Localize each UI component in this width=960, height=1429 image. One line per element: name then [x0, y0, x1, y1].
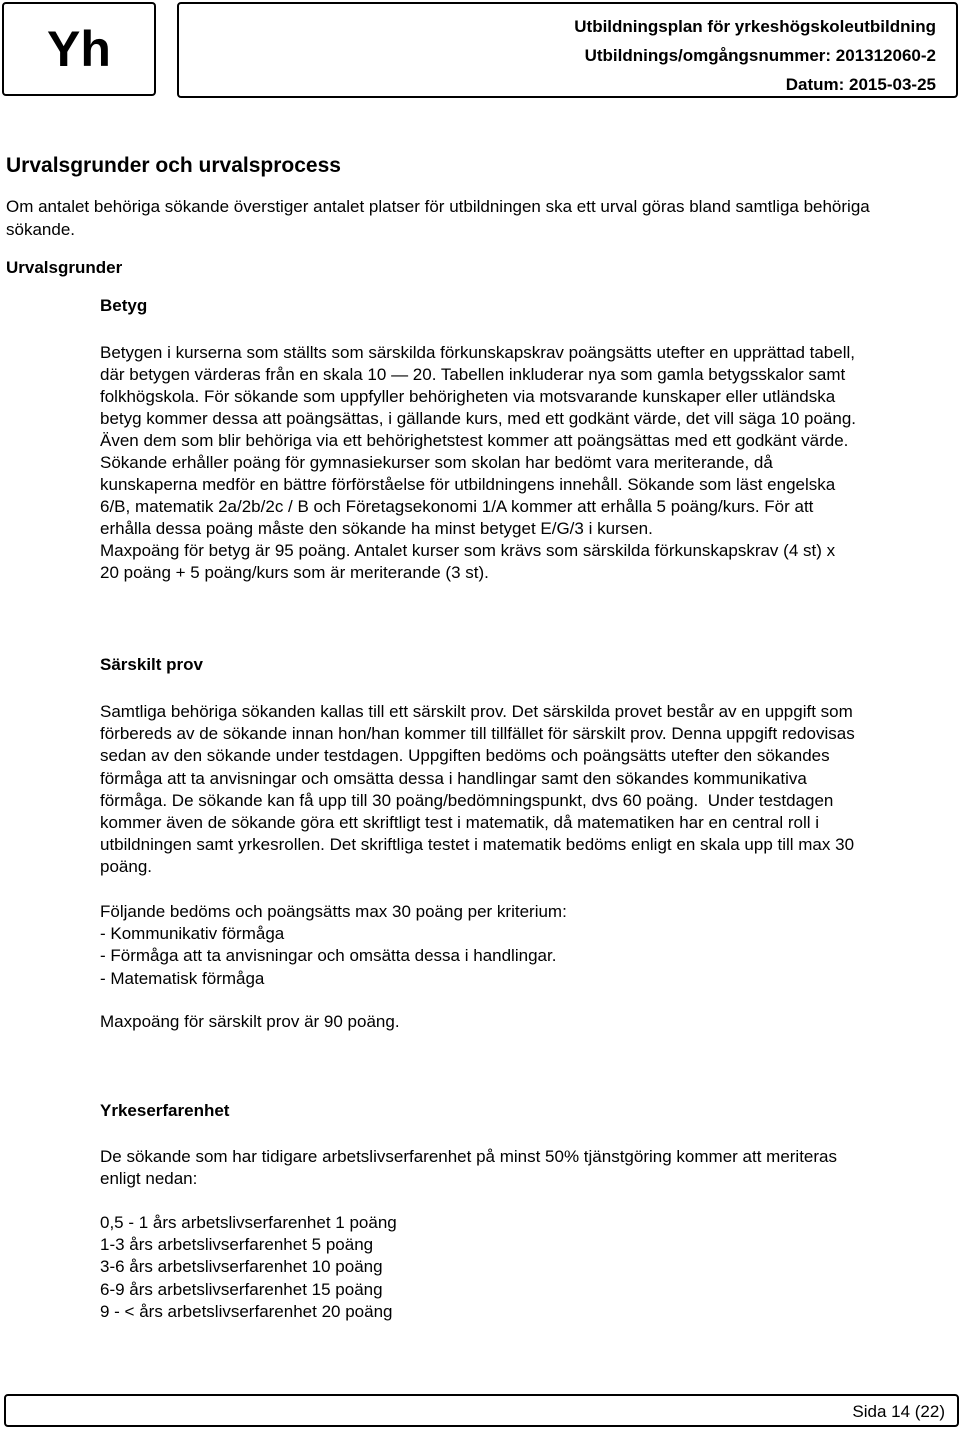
betyg-heading: Betyg: [100, 296, 148, 315]
experience-scale-list: [100, 1212, 958, 1323]
betyg-paragraph: [100, 342, 958, 584]
header-date: Datum: 2015-03-25: [785, 75, 936, 94]
list-item: - Förmåga att ta anvisningar och omsätta dessa i handlingar.: [100, 946, 557, 966]
text-line: Sökande erhåller poäng för gymnasiekurser som skolan har bedömt vara meriterande, då: [100, 453, 773, 472]
text-line: förmåga att ta anvisningar och omsätta dessa i handlingar samt den sökandes kommunikativa: [100, 768, 807, 788]
section-intro: Om antalet behöriga sökande överstiger antalet platser för utbildningen ska ett urval göras bland samtliga behöriga sökande.: [6, 197, 870, 239]
document-header: [177, 2, 958, 98]
text-line: Samtliga behöriga sökanden kallas till ett särskilt prov. Det särskilda provet består av en uppgift som: [100, 702, 853, 721]
text-line: folkhögskola. För sökande som uppfyller behörigheten via motsvarande kunskaper eller utländska: [100, 387, 836, 406]
list-item: - Matematisk förmåga: [100, 968, 265, 988]
text-line: erhålla dessa poäng måste den sökande ha minst betyget E/G/3 i kursen.: [100, 519, 653, 538]
text-line: enligt nedan:: [100, 1169, 198, 1189]
yrkeserfarenhet-paragraph: [100, 1146, 958, 1190]
sarskilt-prov-paragraph: [100, 701, 958, 879]
text-line: 6/B, matematik 2a/2b/2c / B och Företagsekonomi 1/A kommer att erhålla 5 poäng/kurs. För att: [100, 497, 814, 516]
text-line: kunskaperna medför en bättre förförståelse för utbildningens innehåll. Sökande som läst engelska: [100, 475, 836, 494]
list-item: 0,5 - 1 års arbetslivserfarenhet 1 poäng: [100, 1213, 397, 1232]
text-line: förbereds av de sökande innan hon/han kommer till tillfället för särskilt prov. Denna uppgift redovisas: [100, 724, 855, 744]
yrkeserfarenhet-heading: Yrkeserfarenhet: [100, 1101, 230, 1120]
text-line: De sökande som har tidigare arbetslivserfarenhet på minst 50% tjänstgöring kommer att meriteras: [100, 1147, 838, 1166]
page-footer: [4, 1394, 959, 1427]
yh-logo-text: Yh: [47, 21, 111, 77]
text-line: Maxpoäng för betyg är 95 poäng. Antalet kurser som krävs som särskilda förkunskapskrav (4 st) x: [100, 541, 836, 560]
text-line: 20 poäng + 5 poäng/kurs som är meriterande (3 st).: [100, 563, 489, 582]
text-line: Betygen i kurserna som ställts som särskilda förkunskapskrav poängsätts utefter en upprättad tabell,: [100, 343, 855, 362]
list-item: 1-3 års arbetslivserfarenhet 5 poäng: [100, 1235, 374, 1255]
text-line: Även dem som blir behöriga via ett behörighetstest kommer att poängsättas med ett godkänt värde.: [100, 431, 849, 450]
sarskilt-prov-max: Maxpoäng för särskilt prov är 90 poäng.: [100, 1012, 400, 1031]
text-line: betyg kommer dessa att poängsättas, i gällande kurs, med ett godkänt värde, det vill säga 10 poäng.: [100, 409, 857, 428]
list-item: Följande bedöms och poängsätts max 30 poäng per kriterium:: [100, 902, 567, 921]
criteria-list: [100, 901, 958, 990]
header-number: Utbildnings/omgångsnummer: 201312060-2: [584, 46, 936, 65]
list-item: - Kommunikativ förmåga: [100, 924, 285, 944]
section-subtitle: Urvalsgrunder: [6, 258, 123, 277]
text-line: poäng.: [100, 857, 152, 877]
text-line: där betygen värderas från en skala 10 — 20. Tabellen inkluderar nya som gamla betygsskalor samt: [100, 365, 846, 384]
text-line: kommer även de sökande göra ett skriftligt test i matematik, då matematiken har en central roll i: [100, 813, 820, 833]
section-title: Urvalsgrunder och urvalsprocess: [6, 154, 341, 177]
sarskilt-prov-heading: Särskilt prov: [100, 655, 203, 674]
text-line: sedan av den sökande under testdagen. Uppgiften bedöms och poängsätts utefter den sökandes: [100, 746, 830, 766]
header-title: Utbildningsplan för yrkeshögskoleutbildning: [574, 17, 936, 36]
list-item: 9 - < års arbetslivserfarenhet 20 poäng: [100, 1301, 393, 1321]
text-line: förmåga. De sökande kan få upp till 30 poäng/bedömningspunkt, dvs 60 poäng. Under testdagen: [100, 790, 834, 810]
text-line: utbildningen samt yrkesrollen. Det skriftliga testet i matematik bedöms enligt en skala upp till max 30: [100, 835, 855, 855]
yh-logo: [2, 2, 156, 96]
page-number: Sida 14 (22): [852, 1402, 945, 1421]
list-item: 6-9 års arbetslivserfarenhet 15 poäng: [100, 1279, 383, 1299]
list-item: 3-6 års arbetslivserfarenhet 10 poäng: [100, 1257, 383, 1277]
